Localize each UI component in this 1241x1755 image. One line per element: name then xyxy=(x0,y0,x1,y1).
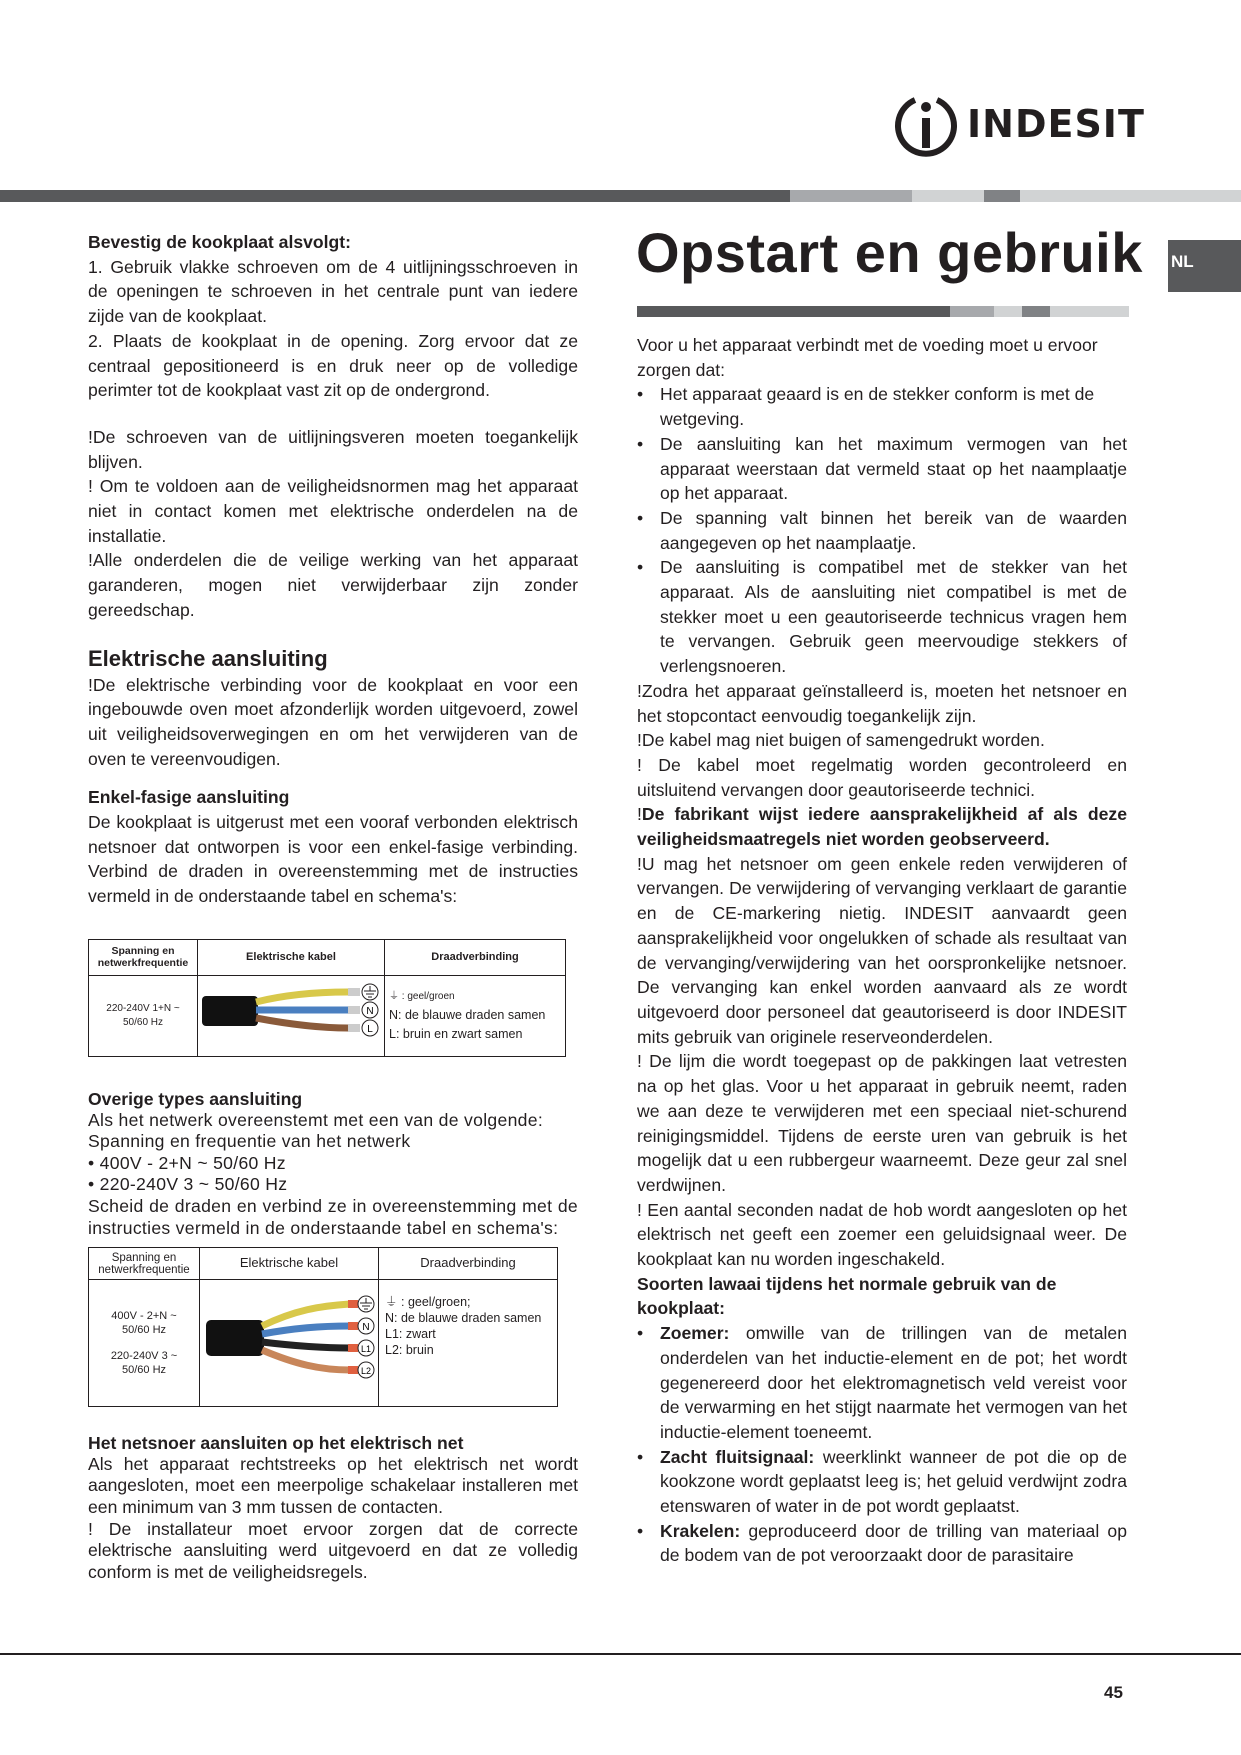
page-number: 45 xyxy=(1104,1683,1123,1702)
t2-n: N: de blauwe draden samen xyxy=(385,1311,542,1326)
note-2: ! Om te voldoen aan de veiligheidsnormen mag het apparaat niet in contact komen met elektrische onderdelen na de installatie. xyxy=(88,476,578,546)
note-r7: ! Een aantal seconden nadat de hob wordt aangesloten op het elektrisch net geeft een zoemer een geluidsignaal weer. De kookplaat kan nu worden ingeschakeld. xyxy=(637,1199,1127,1270)
cable-diagram-1-icon xyxy=(198,976,382,1046)
fix-title: Bevestig de kookplaat alsvolgt: xyxy=(88,232,352,252)
t1-voltage: 220-240V 1+N ~ 50/60 Hz xyxy=(89,975,198,1056)
note-r1: !Zodra het apparaat geïnstalleerd is, moeten het netsnoer en het stopcontact eenvoudig toegankelijk zijn. xyxy=(637,680,1127,726)
list-item: • Zoemer: omwille van de trillingen van de metalen onderdelen van het inductie-element en de pot; het wordt gegenereerd door het elektromagnetisch veld vereist voor de verwarming en het stijgt naarmate het vermogen van het inductie-element toeneemt. xyxy=(637,1323,1127,1442)
list-item: • Het apparaat geaard is en de stekker conform is met de wetgeving. xyxy=(637,384,1095,430)
t2-h2: Elektrische kabel xyxy=(200,1248,379,1280)
note-1: !De schroeven van de uitlijningsveren moeten toegankelijk blijven. xyxy=(88,426,578,472)
single-title: Enkel-fasige aansluiting xyxy=(88,787,290,808)
svg-text:L2: L2 xyxy=(360,1366,372,1377)
svg-text:L1: L1 xyxy=(360,1344,372,1355)
t2-cable xyxy=(200,1280,379,1407)
noise-title: Soorten lawaai tijdens het normale gebruik van de kookplaat: xyxy=(637,1273,1057,1319)
svg-text:N: N xyxy=(362,1322,370,1334)
wiring-table-1 xyxy=(88,939,566,1057)
list-item: • Krakelen: geproduceerd door de trilling van materiaal op de bodem van de pot veroorzaakt door de parasitaire xyxy=(637,1520,1127,1566)
t2-connections xyxy=(379,1280,558,1407)
brand-name: INDESIT xyxy=(967,102,1145,146)
ground-icon: ⏚ xyxy=(389,991,399,1003)
mains-note: ! De installateur moet ervoor zorgen dat de correcte elektrische aansluiting werd uitgevoerd en dat ze volledig conform is met de veiligheidsregels. xyxy=(88,1518,578,1582)
single-text: De kookplaat is uitgerust met een vooraf verbonden elektrisch netsnoer dat ontworpen is voor een enkel-fasige verbinding. Verbind de draden in overeenstemming met de instructies vermeld in de onderstaande tabel en schema's: xyxy=(88,812,578,907)
page-title: Opstart en gebruik xyxy=(636,221,1143,284)
t2-voltages xyxy=(89,1280,200,1407)
indesit-logo-icon xyxy=(893,94,959,160)
list-item: • De aansluiting kan het maximum vermogen van het apparaat weerstaan dat vermeld staat op het naamplaatje op het apparaat. xyxy=(637,433,1127,504)
other-title: Overige types aansluiting xyxy=(88,1088,303,1109)
other-text-1: Als het netwerk overeenstemt met een van de volgende: xyxy=(88,1109,544,1130)
note-r4: !De fabrikant wijst iedere aansprakelijkheid af als deze veiligheidsmaatregels niet worden geobserveerd. xyxy=(637,804,1127,850)
language-tab: NL xyxy=(1168,240,1241,292)
t1-cable xyxy=(198,975,385,1056)
t1-h2: Elektrische kabel xyxy=(198,939,385,975)
intro-text: Voor u het apparaat verbindt met de voeding moet u ervoor zorgen dat: xyxy=(637,335,1098,380)
footer-rule xyxy=(0,1653,1241,1655)
t2-l1: L1: zwart xyxy=(385,1327,436,1342)
list-item: • Zacht fluitsignaal: weerklinkt wanneer de pot die op de kookzone wordt geplaatst leeg is; het geluid verdwijnt zodra etenswaren of water in de pot wordt geplaatst. xyxy=(637,1446,1127,1517)
title-underline xyxy=(637,306,1129,317)
wiring-table-2 xyxy=(88,1247,558,1407)
t2-v1: 400V - 2+N ~ 50/60 Hz xyxy=(111,1309,177,1336)
note-r5: !U mag het netsnoer om geen enkele reden verwijderen of vervangen. De verwijdering of vervanging verklaart de garantie en de CE-markering nietig. INDESIT aanvaardt geen aansprakelijkheid voor ongelukken of schade als resultaat van de vervanging/verwijdering van het oorspronkelijke netsnoer. De vervanging kan enkel worden aanvaard als ze wordt uitgevoerd door personeel dat geautoriseerd is door INDESIT mits gebruik van originele reserveonderdelen. xyxy=(637,853,1127,1047)
list-item: • De spanning valt binnen het bereik van de waarden aangegeven op het naamplaatje. xyxy=(637,507,1127,553)
t2-h1: Spanning en netwerkfrequentie xyxy=(89,1248,200,1280)
t1-h3: Draadverbinding xyxy=(385,939,566,975)
note-3: !Alle onderdelen die de veilige werking van het apparaat garanderen, mogen niet verwijderbaar zijn zonder gereedschap. xyxy=(88,550,578,620)
note-r6: ! De lijm die wordt toegepast op de pakkingen laat vetresten na op het glas. Voor u het apparaat in gebruik neemt, raden we aan deze te verwijderen met een speciaal niet-schurend reinigingsmiddel. Tijdens de eerste uren van gebruik is het mogelijk dat u een rubbergeur waarneemt. Deze geur zal snel verdwijnen. xyxy=(637,1051,1127,1195)
brand-logo xyxy=(893,92,1145,162)
other-text-2: Spanning en frequentie van het netwerk xyxy=(88,1131,411,1152)
t1-ground: : geel/groen xyxy=(401,991,455,1003)
other-bullet-1: • 400V - 2+N ~ 50/60 Hz xyxy=(88,1152,286,1173)
note-r3: ! De kabel moet regelmatig worden gecontroleerd en uitsluitend vervangen door geautoriseerde technici. xyxy=(637,754,1127,800)
t1-n: N: de blauwe draden samen xyxy=(389,1008,546,1023)
svg-text:L: L xyxy=(367,1023,373,1035)
fix-step-1: 1. Gebruik vlakke schroeven om de 4 uitlijningsschroeven in de openingen te schroeven in het centrale punt van iedere zijde van de kookplaat. xyxy=(88,256,578,327)
t1-connections xyxy=(385,975,566,1056)
other-text-3: Scheid de draden en verbind ze in overeenstemming met de instructies vermeld in de onderstaande tabel en schema's: xyxy=(88,1195,578,1238)
cable-diagram-2-icon xyxy=(200,1280,376,1396)
t1-h1: Spanning en netwerkfrequentie xyxy=(89,939,198,975)
svg-text:N: N xyxy=(366,1005,374,1017)
header-stripe xyxy=(0,190,1241,202)
mains-title: Het netsnoer aansluiten op het elektrisch net xyxy=(88,1432,464,1453)
list-item: • De aansluiting is compatibel met de stekker van het apparaat. Als de aansluiting niet compatibel is met de stekker moet u een geautoriseerde technicus vragen hem te vervangen. Gebruik geen meervoudige stekkers of verlengsnoeren. xyxy=(637,557,1127,677)
t2-l2: L2: bruin xyxy=(385,1343,434,1358)
mains-text: Als het apparaat rechtstreeks op het elektrisch net wordt aangesloten, moet een meerpolige schakelaar installeren met een minimum van 3 mm tussen de contacten. xyxy=(88,1453,578,1518)
note-r2: !De kabel mag niet buigen of samengedrukt worden. xyxy=(637,730,1045,751)
other-bullet-2: • 220-240V 3 ~ 50/60 Hz xyxy=(88,1174,288,1195)
left-column xyxy=(88,230,578,1583)
t2-ground: : geel/groen; xyxy=(401,1295,471,1310)
t1-l: L: bruin en zwart samen xyxy=(389,1027,523,1042)
ground-icon: ⏚ xyxy=(385,1295,398,1310)
elec-text: !De elektrische verbinding voor de kookplaat en voor een ingebouwde oven moet afzonderlijk worden uitgevoerd, zowel uit veiligheidsoverwegingen en om het verwijderen van de oven te vereenvoudigen. xyxy=(88,674,578,769)
right-column xyxy=(637,333,1127,1568)
t2-v2: 220-240V 3 ~ 50/60 Hz xyxy=(110,1349,178,1376)
fix-step-2: 2. Plaats de kookplaat in de opening. Zorg ervoor dat ze centraal gepositioneerd is en druk neer op de volledige perimter tot de kookplaat vast zit op de ondergrond. xyxy=(88,330,578,401)
elec-title: Elektrische aansluiting xyxy=(88,645,328,671)
t2-h3: Draadverbinding xyxy=(379,1248,558,1280)
